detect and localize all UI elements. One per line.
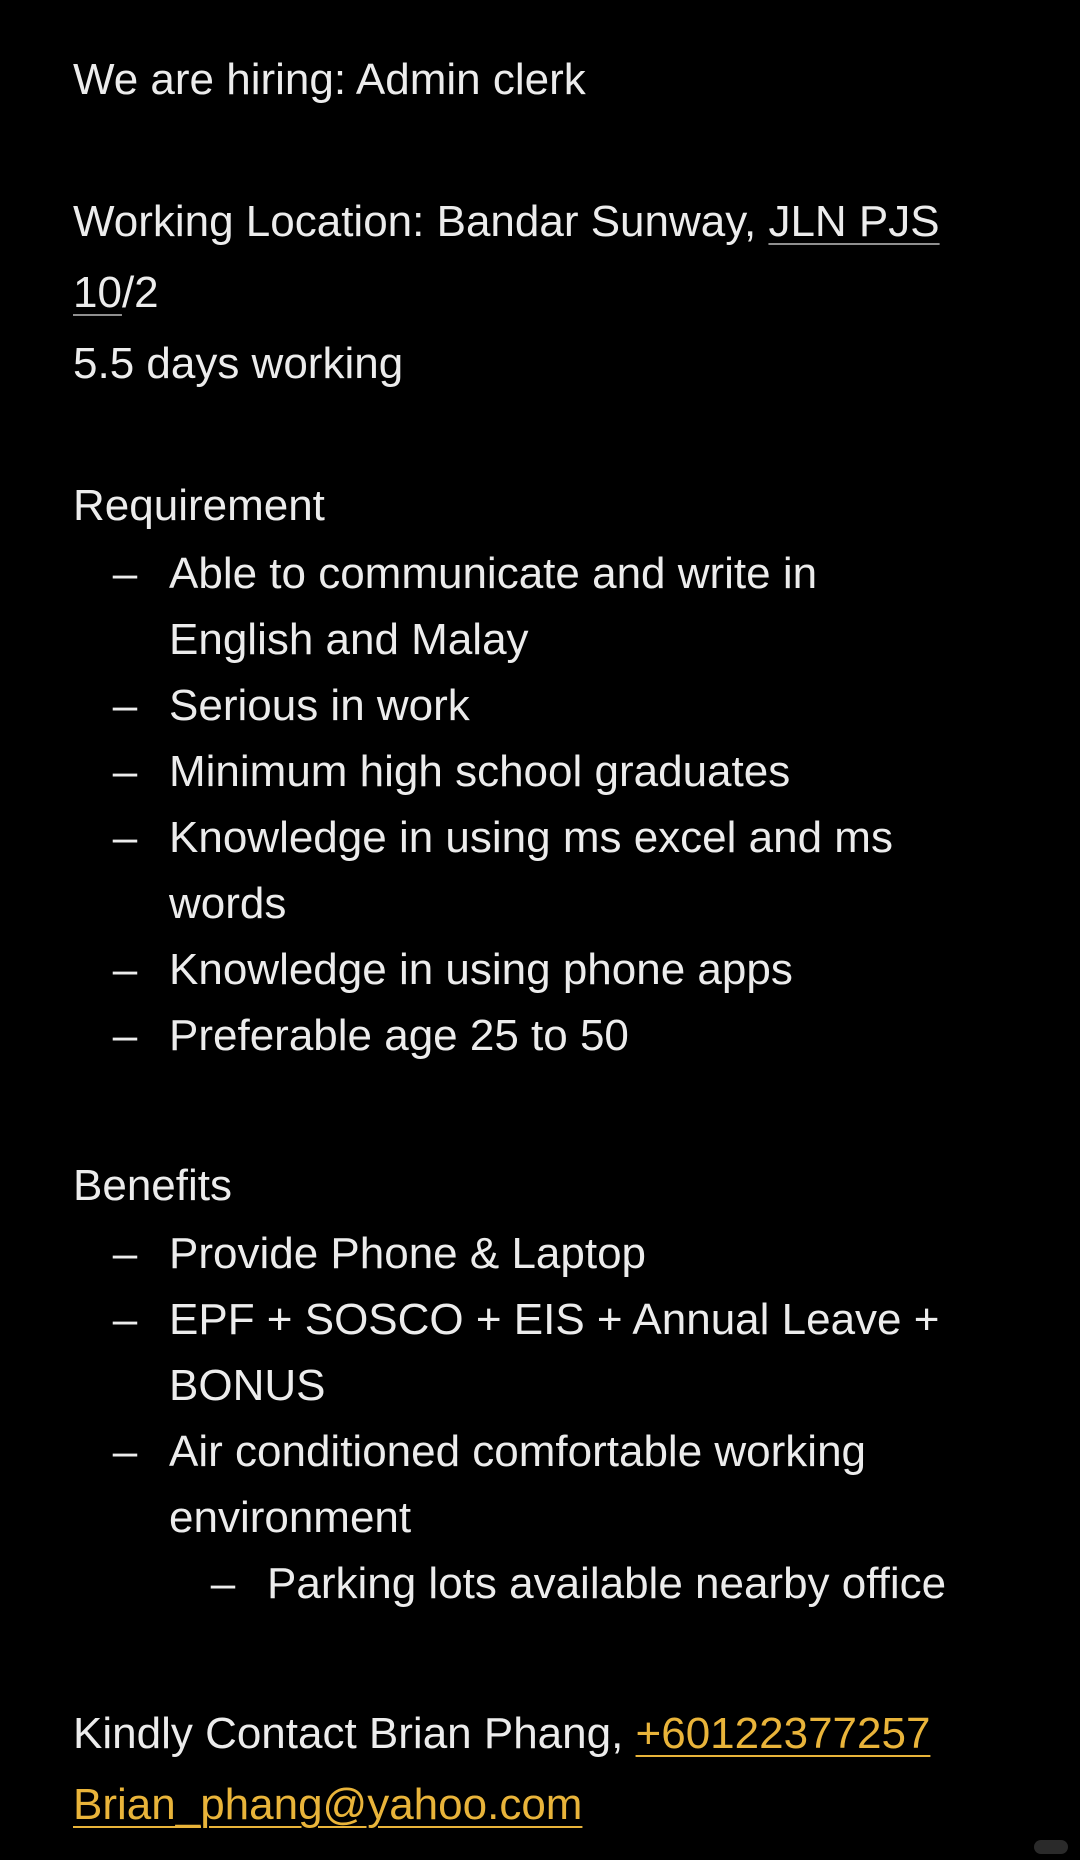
dash-bullet: – bbox=[112, 549, 138, 598]
list-item-text: Air conditioned comfortable working environment bbox=[169, 1427, 867, 1542]
list-item bbox=[73, 805, 1033, 937]
dash-bullet: – bbox=[112, 945, 138, 994]
list-item bbox=[73, 1287, 1033, 1419]
location-label: Working Location: Bandar Sunway, bbox=[73, 197, 769, 246]
list-item-text: Able to communicate and write in English and Malay bbox=[169, 549, 818, 664]
phone-link[interactable]: +60122377257 bbox=[635, 1709, 931, 1758]
list-item-text: Knowledge in using ms excel and ms words bbox=[169, 813, 893, 928]
list-item-text: Parking lots available nearby office bbox=[267, 1559, 947, 1608]
blank-line bbox=[73, 1617, 1033, 1688]
address-suffix: /2 bbox=[121, 268, 159, 317]
dash-bullet: – bbox=[112, 1011, 138, 1060]
address-link-continued[interactable]: 10 bbox=[73, 268, 122, 317]
blank-line bbox=[73, 1688, 1033, 1698]
requirement-list bbox=[73, 541, 1033, 1069]
dash-bullet: – bbox=[112, 1295, 138, 1344]
note-body[interactable] bbox=[73, 44, 1033, 1840]
list-item bbox=[73, 1003, 1033, 1069]
email-line bbox=[73, 1769, 1033, 1840]
working-location bbox=[73, 186, 1033, 257]
list-item-text: Provide Phone & Laptop bbox=[169, 1229, 647, 1278]
email-link[interactable]: Brian_phang@yahoo.com bbox=[73, 1780, 583, 1829]
list-item bbox=[73, 541, 1033, 673]
dash-bullet: – bbox=[112, 681, 138, 730]
list-item bbox=[73, 1419, 1033, 1551]
list-item bbox=[73, 673, 1033, 739]
note-title: We are hiring: Admin clerk bbox=[73, 55, 586, 104]
requirement-heading: Requirement bbox=[73, 481, 325, 530]
blank-line bbox=[73, 399, 1033, 470]
benefits-heading: Benefits bbox=[73, 1161, 232, 1210]
contact-line bbox=[73, 1698, 1033, 1769]
contact-label: Kindly Contact Brian Phang, bbox=[73, 1709, 636, 1758]
blank-line bbox=[73, 1069, 1033, 1140]
address-link[interactable]: JLN PJS bbox=[768, 197, 940, 246]
dash-bullet: – bbox=[210, 1559, 236, 1608]
sub-list-item bbox=[73, 1551, 1033, 1617]
list-item-text: Preferable age 25 to 50 bbox=[169, 1011, 629, 1060]
dash-bullet: – bbox=[112, 1427, 138, 1476]
working-location-continued bbox=[73, 257, 1033, 328]
list-item bbox=[73, 739, 1033, 805]
list-item-text: EPF + SOSCO + EIS + Annual Leave + BONUS bbox=[169, 1295, 940, 1410]
blank-line bbox=[73, 1140, 1033, 1150]
list-item bbox=[73, 1221, 1033, 1287]
list-item bbox=[73, 937, 1033, 1003]
list-item-text: Minimum high school graduates bbox=[169, 747, 791, 796]
list-item-text: Serious in work bbox=[169, 681, 470, 730]
dash-bullet: – bbox=[112, 1229, 138, 1278]
working-schedule: 5.5 days working bbox=[73, 339, 404, 388]
blank-line bbox=[73, 115, 1033, 186]
dash-bullet: – bbox=[112, 747, 138, 796]
dash-bullet: – bbox=[112, 813, 138, 862]
list-item-text: Knowledge in using phone apps bbox=[169, 945, 793, 994]
watermark-logo bbox=[1034, 1840, 1068, 1854]
benefits-list bbox=[73, 1221, 1033, 1617]
